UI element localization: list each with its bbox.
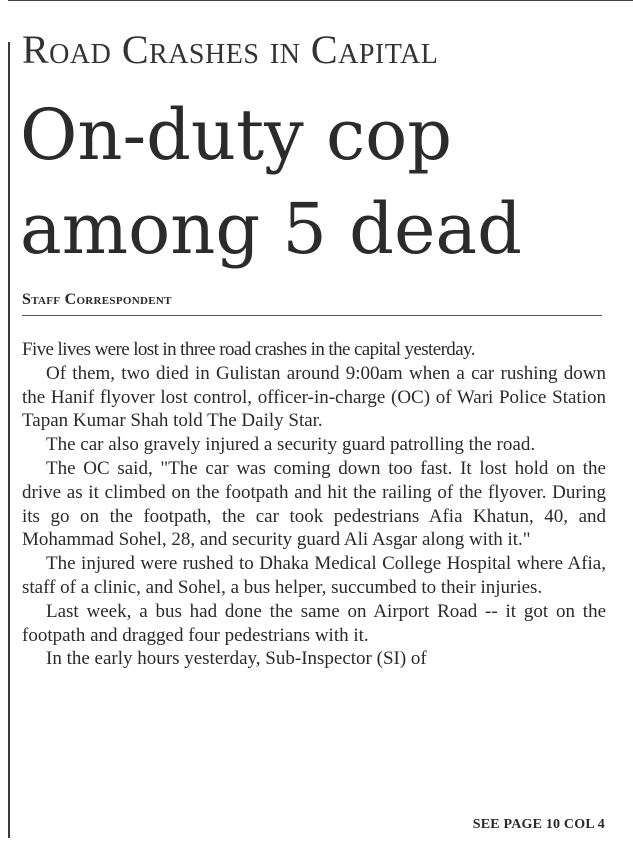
article-paragraph: Of them, two died in Gulistan around 9:00am when a car rushing down the Hanif flyover lost control, officer-in-charge (OC) of Wari Police Station Tapan Kumar Shah told The Daily Star. [22, 362, 606, 432]
article-body [22, 338, 606, 671]
continuation-jump-line: SEE PAGE 10 COL 4 [472, 817, 605, 832]
byline-divider [22, 315, 602, 316]
article-headline: On-duty cop among 5 dead [20, 94, 522, 270]
left-column-rule [8, 42, 10, 838]
article-byline: Staff Correspondent [22, 291, 172, 308]
top-border-rule [8, 0, 633, 1]
article-paragraph: In the early hours yesterday, Sub-Inspector (SI) of [46, 648, 427, 670]
article-paragraph: Five lives were lost in three road crashes in the capital yesterday. [22, 339, 475, 360]
article-kicker: Road Crashes in Capital [22, 27, 439, 72]
article-paragraph: Last week, a bus had done the same on Airport Road -- it got on the footpath and dragged four pedestrians with it. [22, 600, 606, 646]
article-paragraph: The OC said, "The car was coming down too fast. It lost hold on the drive as it climbed on the footpath and hit the railing of the flyover. During its go on the footpath, the car took pedestrians Afia Khatun, 40, and Mohammad Sohel, 28, and security guard Ali Asgar along with it." [22, 457, 606, 551]
article-paragraph: The car also gravely injured a security guard patrolling the road. [46, 434, 536, 456]
article-paragraph: The injured were rushed to Dhaka Medical College Hospital where Afia, staff of a clinic, and Sohel, a bus helper, succumbed to their injuries. [22, 553, 606, 598]
